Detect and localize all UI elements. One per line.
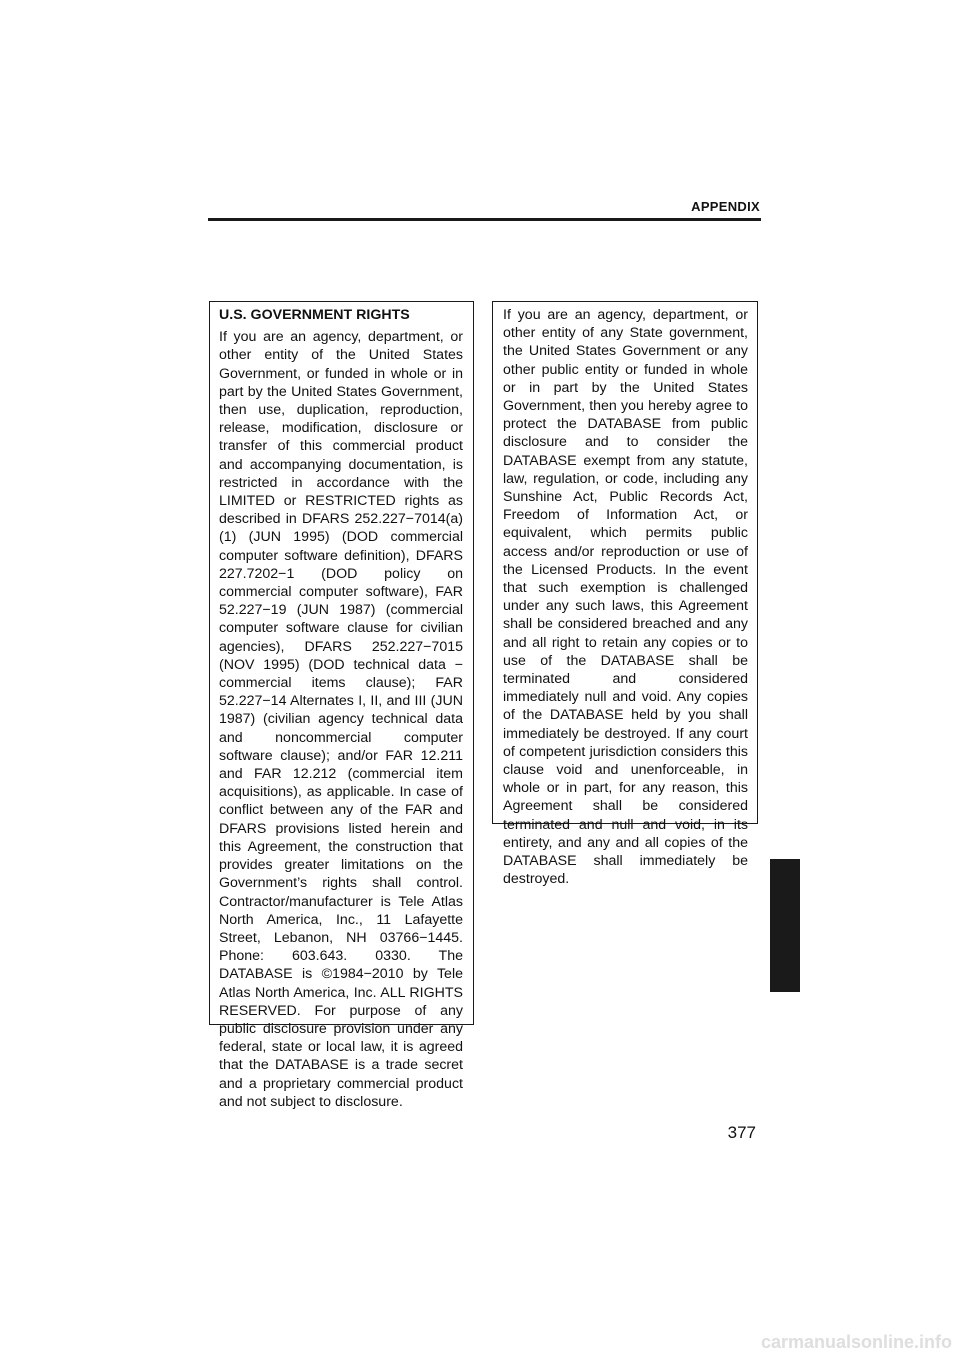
page-number: 377 [727, 1123, 756, 1142]
state-government-text: If you are an agency, department, or other entity of any State government, the United States Government or any other public entity or funded in whole or in part by the United States Government, then you hereby agree to protect the DATABASE from public disclosure and to consider the DATABASE exempt from any statute, law, regulation, or code, including any Sunshine Act, Public Records Act, Freedom of Information Act, or equivalent, which permits public access and/or reproduction or use of the Licensed Products. In the event that such exemption is challenged under any such laws, this Agreement shall be considered breached and any and all right to retain any copies or to use of the DATABASE shall be terminated and considered immediately null and void. Any copies of the DATABASE held by you shall immediately be destroyed. If any court of competent jurisdiction considers this clause void and unenforceable, in whole or in part, for any reason, this Agreement shall be considered terminated and null and void, in its entirety, and any and all copies of the DATABASE shall immediately be destroyed. [503, 307, 748, 888]
state-government-box [492, 301, 758, 888]
watermark: carmanualsonline.info [760, 1332, 952, 1352]
chapter-tab [770, 859, 800, 992]
section-header: APPENDIX [691, 199, 760, 214]
us-government-rights-box [209, 301, 474, 1110]
header-rule [208, 218, 761, 221]
us-government-rights-heading: U.S. GOVERNMENT RIGHTS [219, 307, 410, 323]
us-government-rights-text: If you are an agency, department, or other entity of the United States Government, or funded in whole or in part by the United States Government, then use, duplication, reproduction, release, modification, disclosure or transfer of this commercial product and accompanying documentation, is restricted in accordance with the LIMITED or RESTRICTED rights as described in DFARS 252.227−7014(a)(1) (JUN 1995) (DOD commercial computer software definition), DFARS 227.7202−1 (DOD policy on commercial computer software), FAR 52.227−19 (JUN 1987) (commercial computer software clause for civilian agencies), DFARS 252.227−7015 (NOV 1995) (DOD technical data − commercial items clause); FAR 52.227−14 Alternates I, II, and III (JUN 1987) (civilian agency technical data and noncommercial computer software clause); and/or FAR 12.211 and FAR 12.212 (commercial item acquisitions), as applicable. In case of conflict between any of the FAR and DFARS provisions listed herein and this Agreement, the construction that provides greater limitations on the Government’s rights shall control. Contractor/manufacturer is Tele Atlas North America, Inc., 11 Lafayette Street, Lebanon, NH 03766−1445. Phone: 603.643. 0330. The DATABASE is ©1984−2010 by Tele Atlas North America, Inc. ALL RIGHTS RESERVED. For purpose of any public disclosure provision under any federal, state or local law, it is agreed that the DATABASE is a trade secret and a proprietary commercial product and not subject to disclosure. [219, 329, 463, 1110]
